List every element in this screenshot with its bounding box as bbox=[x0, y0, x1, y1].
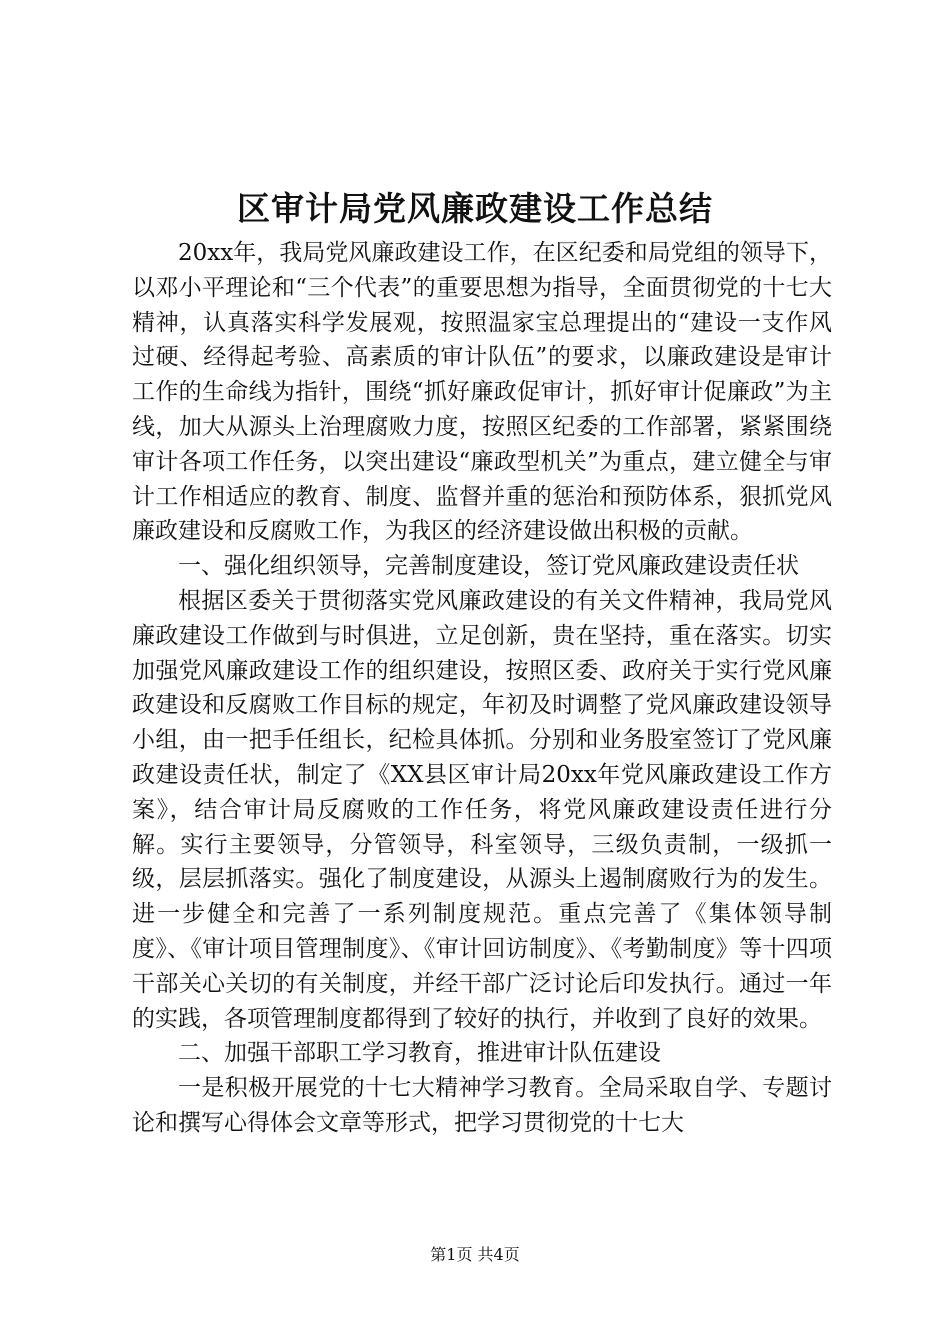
page-footer: 第1页 共4页 bbox=[430, 1245, 520, 1264]
section-2-paragraph: 一是积极开展党的十七大精神学习教育。全局采取自学、专题讨论和撰写心得体会文章等形式，把学习贯彻党的十七大 bbox=[132, 1075, 832, 1136]
document-title: 区审计局党风廉政建设工作总结 bbox=[237, 189, 713, 228]
document-body bbox=[132, 236, 832, 1141]
section-1-paragraph: 根据区委关于贯彻落实党风廉政建设的有关文件精神，我局党风廉政建设工作做到与时俱进，立足创新，贵在坚持，重在落实。切实加强党风廉政建设工作的组织建设，按照区委、政府关于实行党风廉政建设和反腐败工作目标的规定，年初及时调整了党风廉政建设领导小组，由一把手任组长，纪检具体抓。分别和业务股室签订了党风廉政建设责任状，制定了《XX县区审计局20xx年党风廉政建设工作方案》，结合审计局反腐败的工作任务，将党风廉政建设责任进行分解。实行主要领导，分管领导，科室领导，三级负责制，一级抓一级，层层抓落实。强化了制度建设，从源头上遏制腐败行为的发生。进一步健全和完善了一系列制度规范。重点完善了《集体领导制度》、《审计项目管理制度》、《审计回访制度》、《考勤制度》等十四项干部关心关切的有关制度，并经干部广泛讨论后印发执行。通过一年的实践，各项管理制度都得到了较好的执行，并收到了良好的效果。 bbox=[132, 587, 832, 1032]
section-heading-1: 一、强化组织领导，完善制度建设，签订党风廉政建设责任状 bbox=[178, 553, 799, 580]
intro-paragraph: 20xx年，我局党风廉政建设工作，在区纪委和局党组的领导下，以邓小平理论和“三个代表”的重要思想为指导，全面贯彻党的十七大精神，认真落实科学发展观，按照温家宝总理提出的“建设一支作风过硬、经得起考验、高素质的审计队伍”的要求，以廉政建设是审计工作的生命线为指针，围绕“抓好廉政促审计，抓好审计促廉政”为主线，加大从源头上治理腐败力度，按照区纪委的工作部署，紧紧围绕审计各项工作任务，以突出建设“廉政型机关”为重点，建立健全与审计工作相适应的教育、制度、监督并重的惩治和预防体系，狠抓党风廉政建设和反腐败工作，为我区的经济建设做出积极的贡献。 bbox=[132, 240, 832, 545]
section-heading-2: 二、加强干部职工学习教育，推进审计队伍建设 bbox=[178, 1040, 661, 1067]
